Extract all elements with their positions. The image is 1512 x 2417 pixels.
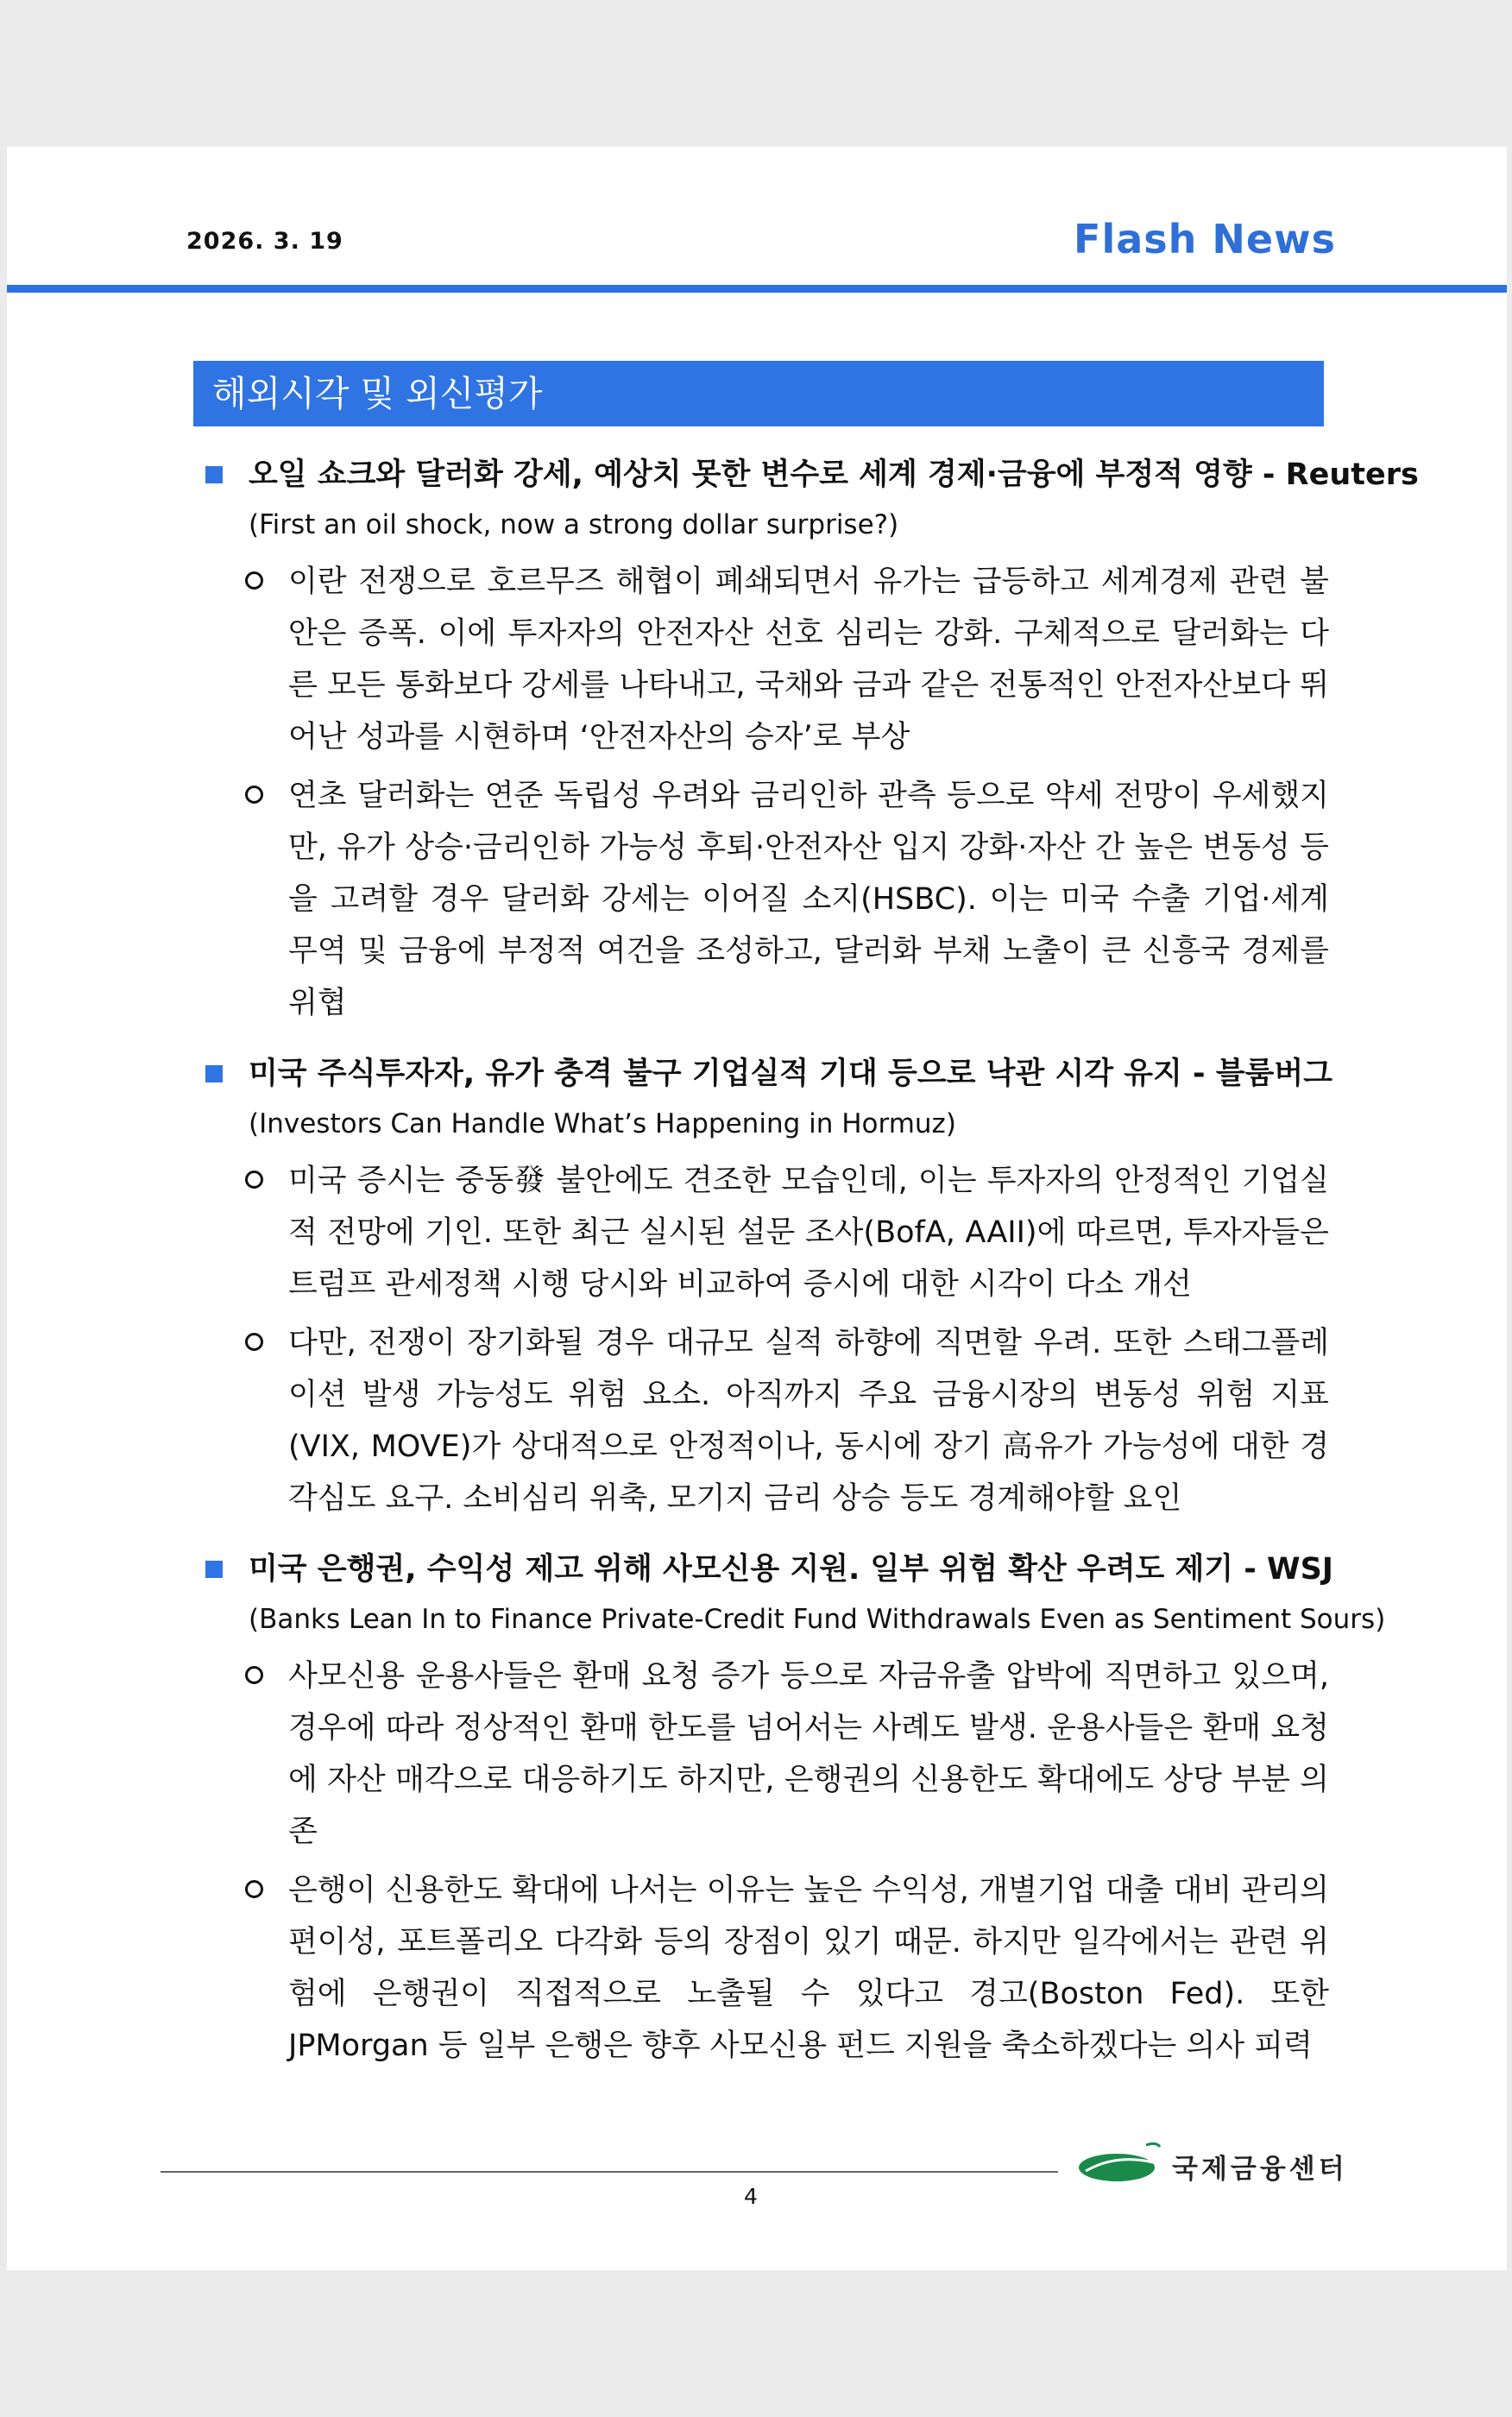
bullet-text: 이란 전쟁으로 호르무즈 해협이 폐쇄되면서 유가는 급등하고 세계경제 관련 불안은 증폭. 이에 투자자의 안전자산 선호 심리는 강화. 구체적으로 달러화는 다른 모든 통화보다 강세를 나타내고, 국채와 금과 같은 전통적인 안전자산보다 뛰어난 성과를 시현하며 ‘안전자산의 승자’로 부상 bbox=[288, 565, 1329, 754]
article-headline-text: 오일 쇼크와 달러화 강세, 예상치 못한 변수로 세계 경제·금융에 부정적 영향 - Reuters bbox=[249, 458, 1419, 492]
article-english-title: (Investors Can Handle What’s Happening in Hormuz) bbox=[249, 1108, 956, 1139]
bullet-text: 미국 증시는 중동發 불안에도 견조한 모습인데, 이는 투자자의 안정적인 기업실적 전망에 기인. 또한 최근 실시된 설문 조사(BofA, AAII)에 따르면, 투자자들은 트럼프 관세정책 시행 당시와 비교하여 증시에 대한 시각이 다소 개선 bbox=[288, 1164, 1329, 1302]
bullet-text: 은행이 신용한도 확대에 나서는 이유는 높은 수익성, 개별기업 대출 대비 관리의 편이성, 포트폴리오 다각화 등의 장점이 있기 때문. 하지만 일각에서는 관련 위험에 은행권이 직접적으로 노출될 수 있다고 경고(Boston Fed). 또한 JPMorgan 등 일부 은행은 향후 사모신용 펀드 지원을 축소하겠다는 의사 피력 bbox=[288, 1873, 1329, 2063]
article-english-title: (Banks Lean In to Finance Private-Credit Fund Withdrawals Even as Sentiment Sours) bbox=[249, 1604, 1386, 1635]
bullet-text: 연초 달러화는 연준 독립성 우려와 금리인하 관측 등으로 약세 전망이 우세했지만, 유가 상승·금리인하 가능성 후퇴·안전자산 입지 강화·자산 간 높은 변동성 등을 고려할 경우 달러화 강세는 이어질 소지(HSBC). 이는 미국 수출 기업·세계 무역 및 금융에 부정적 여건을 조성하고, 달러화 부채 노출이 큰 신흥국 경제를 위협 bbox=[288, 779, 1329, 1020]
article-headline bbox=[198, 449, 1419, 501]
circle-bullet-icon bbox=[245, 1666, 263, 1684]
circle-bullet-icon bbox=[245, 1171, 263, 1189]
article-english-title: (First an oil shock, now a strong dollar surprise?) bbox=[249, 509, 899, 540]
article-bullet bbox=[245, 770, 1329, 1029]
report-title: Flash News bbox=[1074, 216, 1336, 262]
article-headline-text: 미국 은행권, 수익성 제고 위해 사모신용 지원. 일부 위험 확산 우려도 제기 - WSJ bbox=[249, 1552, 1333, 1587]
article-2 bbox=[198, 1048, 1332, 1524]
square-bullet-icon bbox=[205, 1561, 223, 1578]
circle-bullet-icon bbox=[245, 571, 263, 590]
bullet-text: 사모신용 운용사들은 환매 요청 증가 등으로 자금유출 압박에 직면하고 있으며, 경우에 따라 정상적인 환매 한도를 넘어서는 사례도 발생. 운용사들은 환매 요청에 자산 매각으로 대응하기도 하지만, 은행권의 신용한도 확대에도 상당 부분 의존 bbox=[288, 1659, 1329, 1849]
logo-text: 국제금융센터 bbox=[1172, 2154, 1348, 2185]
articles-container bbox=[198, 449, 1419, 2091]
circle-bullet-icon bbox=[245, 786, 263, 804]
header-rule bbox=[7, 285, 1507, 293]
kcif-logo-icon bbox=[1077, 2136, 1163, 2188]
article-bullet bbox=[245, 1317, 1329, 1524]
article-headline bbox=[198, 1048, 1332, 1100]
kcif-logo bbox=[1077, 2136, 1353, 2188]
circle-bullet-icon bbox=[245, 1333, 263, 1351]
article-3 bbox=[198, 1543, 1386, 2072]
article-headline-text: 미국 주식투자자, 유가 충격 불구 기업실적 기대 등으로 낙관 시각 유지 - 블룸버그 bbox=[249, 1057, 1332, 1091]
page-number: 4 bbox=[744, 2184, 758, 2209]
footer-rule bbox=[161, 2171, 1058, 2173]
section-title-banner: 해외시각 및 외신평가 bbox=[193, 361, 1324, 426]
article-1 bbox=[198, 449, 1419, 1029]
circle-bullet-icon bbox=[245, 1880, 263, 1898]
article-bullet bbox=[245, 1650, 1329, 1858]
article-bullet bbox=[245, 1865, 1329, 2072]
article-headline bbox=[198, 1543, 1333, 1595]
article-bullet bbox=[245, 1155, 1329, 1310]
square-bullet-icon bbox=[205, 466, 223, 483]
square-bullet-icon bbox=[205, 1065, 223, 1082]
bullet-text: 다만, 전쟁이 장기화될 경우 대규모 실적 하향에 직면할 우려. 또한 스태그플레이션 발생 가능성도 위험 요소. 아직까지 주요 금융시장의 변동성 위험 지표(VIX, MOVE)가 상대적으로 안정적이나, 동시에 장기 高유가 가능성에 대한 경각심도 요구. 소비심리 위축, 모기지 금리 상승 등도 경계해야할 요인 bbox=[288, 1326, 1329, 1516]
report-date: 2026. 3. 19 bbox=[186, 228, 343, 255]
article-bullet bbox=[245, 556, 1329, 763]
